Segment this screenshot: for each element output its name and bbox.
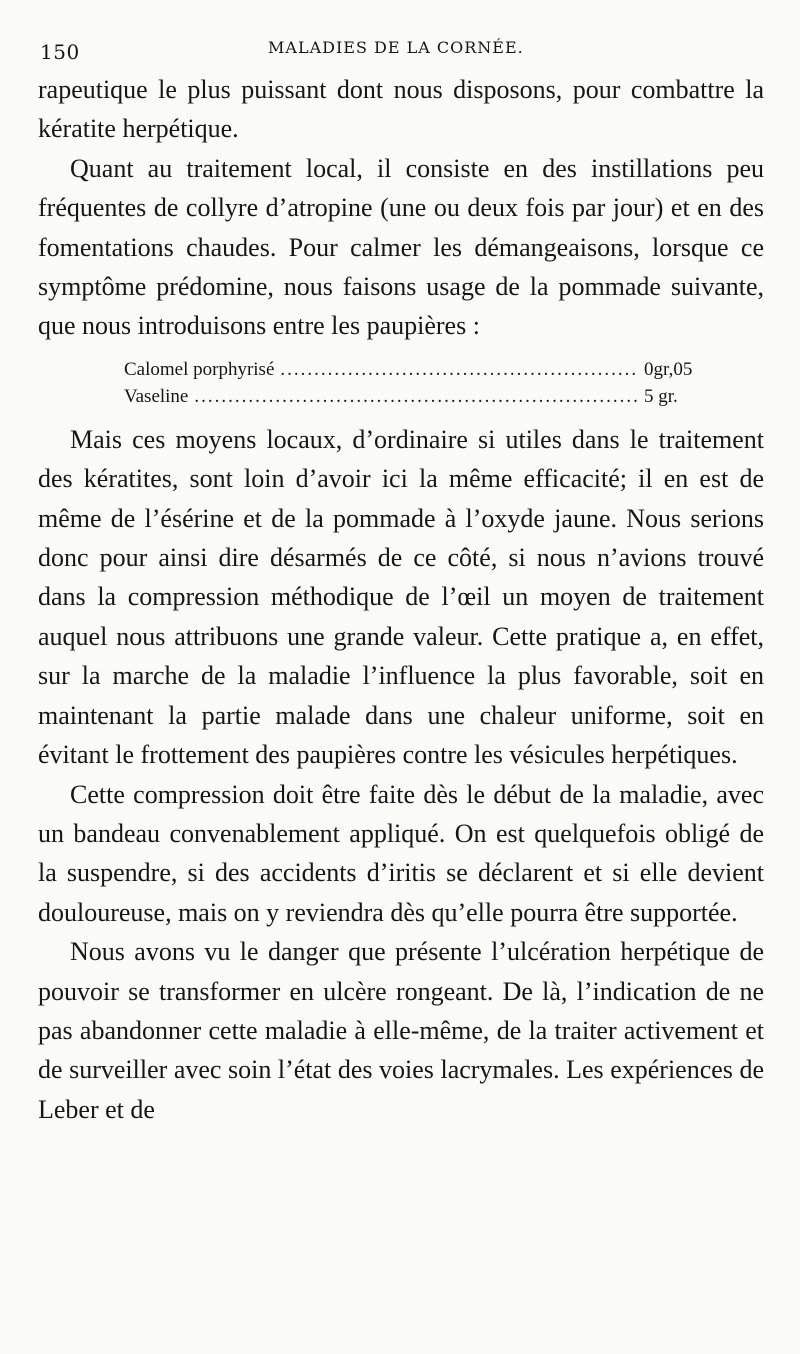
leader-dots [280, 356, 638, 383]
running-head [38, 28, 764, 70]
paragraph-compression: Cette compression doit être faite dès le début de la maladie, avec un bandeau convenablement appliqué. On est quelquefois obligé de la suspendre, si des accidents d’iritis se déclarent et si elle devient douloureuse, mais on y reviendra dès qu’elle pourra être supportée. [38, 779, 764, 927]
formula-dose: 0gr,05 [644, 358, 693, 380]
prescription-formula [124, 356, 714, 410]
body-text [38, 70, 764, 1129]
paragraph-danger: Nous avons vu le danger que présente l’ulcération herpétique de pouvoir se transformer en ulcère rongeant. De là, l’indication de ne pas abandonner cette maladie à elle-même, de la traiter activement et de surveiller avec soin l’état des voies lacrymales. Les expériences de Leber et de [38, 937, 764, 1124]
paragraph-local-treatment: Quant au traitement local, il consiste en des instillations peu fréquentes de collyre d’atropine (une ou deux fois par jour) et en des fomentations chaudes. Pour calmer les démangeaisons, lorsque ce symptôme prédomine, nous faisons usage de la pommade suivante, que nous introduisons entre les paupières : [38, 153, 764, 341]
leader-dots [194, 383, 638, 410]
formula-dose: 5 gr. [644, 385, 678, 407]
running-title: MALADIES DE LA CORNÉE. [268, 38, 524, 57]
formula-ingredient: Vaseline [124, 385, 189, 407]
formula-ingredient: Calomel porphyrisé [124, 358, 275, 380]
formula-row [124, 356, 714, 383]
page-number: 150 [40, 40, 80, 64]
formula-row [124, 383, 714, 410]
paragraph-local-means: Mais ces moyens locaux, d’ordinaire si utiles dans le traitement des kératites, sont loin d’avoir ici la même efficacité; il en est de même de l’ésérine et de la pommade à l’oxyde jaune. Nous serions donc pour ainsi dire désarmés de ce côté, si nous n’avions trouvé dans la compression méthodique de l’œil un moyen de traitement auquel nous attribuons une grande valeur. Cette pratique a, en effet, sur la marche de la maladie l’influence la plus favorable, soit en maintenant la partie malade dans une chaleur uniforme, soit en évitant le frottement des paupières contre les vésicules herpétiques. [38, 424, 764, 770]
paragraph-continued: rapeutique le plus puissant dont nous disposons, pour combattre la kératite herpétique. [38, 75, 764, 144]
